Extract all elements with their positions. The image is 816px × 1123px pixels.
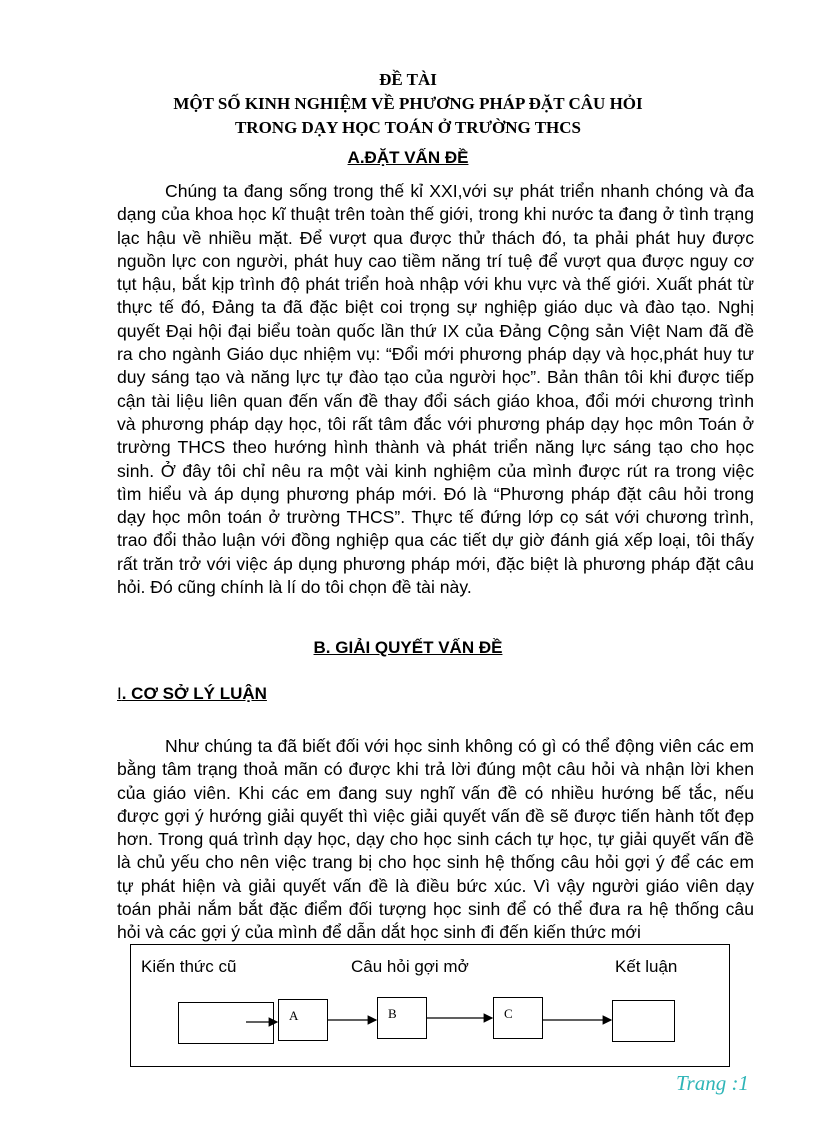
section-1-heading [117,684,267,704]
page-number: Trang :1 [676,1071,749,1095]
label-prior-knowledge: Kiến thức cũ [141,957,237,976]
section-b-heading: B. GIẢI QUYẾT VẤN ĐỀ [313,638,503,657]
topic-label: ĐỀ TÀI [379,70,437,89]
label-conclusion: Kết luận [615,957,678,976]
section-1-paragraph: Như chúng ta đã biết đối với học sinh không có gì có thể động viên các em bằng tâm trạng thoả mãn có được khi trả lời đúng một câu hỏi và nhận lời khen của giáo viên. Khi các em đang suy nghĩ vấn đề có nhiều hướng bế tắc, nếu được gợi ý hướng giải quyết thì việc giải quyết vấn đề sẽ được tiến hành tốt đẹp hơn. Trong quá trình dạy học, dạy cho học sinh cách tự học, tự giải quyết vấn đề là chủ yếu cho nên việc trang bị cho học sinh hệ thống câu hỏi gợi ý để các em tự phát hiện và giải quyết vấn đề là điều bức xúc. Vì vậy người giáo viên dạy toán phải nắm bắt đặc điểm đối tượng học sinh để có thể đưa ra hệ thống câu hỏi và các gợi ý của mình để dẫn dắt học sinh đi đến kiến thức mới [117,736,754,943]
section-a-heading: A.ĐẶT VẤN ĐỀ [347,148,469,167]
section-1-roman: I [117,684,122,703]
box-b-label: B [388,1006,397,1021]
box-c-label: C [504,1006,513,1021]
flow-arrows [131,945,731,1068]
section-1-title: . CƠ SỞ LÝ LUẬN [121,684,267,703]
box-a-label: A [289,1008,299,1023]
title-line-1: MỘT SỐ KINH NGHIỆM VỀ PHƯƠNG PHÁP ĐẶT CÂU HỎI [173,94,643,113]
title-line-2: TRONG DẠY HỌC TOÁN Ở TRƯỜNG THCS [234,118,582,137]
label-guiding-questions: Câu hỏi gợi mở [351,957,469,976]
flow-diagram [130,944,730,1067]
section-a-paragraph: Chúng ta đang sống trong thế kỉ XXI,với sự phát triển nhanh chóng và đa dạng của khoa học kĩ thuật trên toàn thế giới, trong khi nước ta đang ở tình trạng lạc hậu về nhiều mặt. Để vượt qua được thử thách đó, ta phải phát huy được nguồn lực con người, phát huy cao tiềm năng trí tuệ để vượt qua được nguy cơ tụt hậu, bắt kịp trình độ phát triển hoà nhập với khu vực và thế giới. Xuất phát từ thực tế đó, Đảng ta đã đặc biệt coi trọng sự nghiệp giáo dục và đào tạo. Nghị quyết Đại hội đại biểu toàn quốc lần thứ IX của Đảng Cộng sản Việt Nam đã đề ra cho ngành Giáo dục nhiệm vụ: “Đổi mới phương pháp dạy và học,phát huy tư duy sáng tạo và năng lực tự đào tạo của người học”. Bản thân tôi khi được tiếp cận tài liệu liên quan đến vấn đề thay đổi sách giáo khoa, đổi mới chương trình và phương pháp dạy học, tôi rất tâm đắc với phương pháp dạy học môn Toán ở trường THCS theo hướng hình thành và phát triển năng lực sáng tạo cho học sinh. Ở đây tôi chỉ nêu ra một vài kinh nghiệm của mình được rút ra trong việc tìm hiểu và áp dụng phương pháp mới. Đó là “Phương pháp đặt câu hỏi trong dạy học môn toán ở trường THCS”. Thực tế đứng lớp cọ sát với chương trình, trao đổi thảo luận với đồng nghiệp qua các tiết dự giờ đánh giá xếp loại, tôi thấy rất trăn trở với việc áp dụng phương pháp mới, đặc biệt là phương pháp đặt câu hỏi. Đó cũng chính là lí do tôi chọn đề tài này. [117,181,754,598]
